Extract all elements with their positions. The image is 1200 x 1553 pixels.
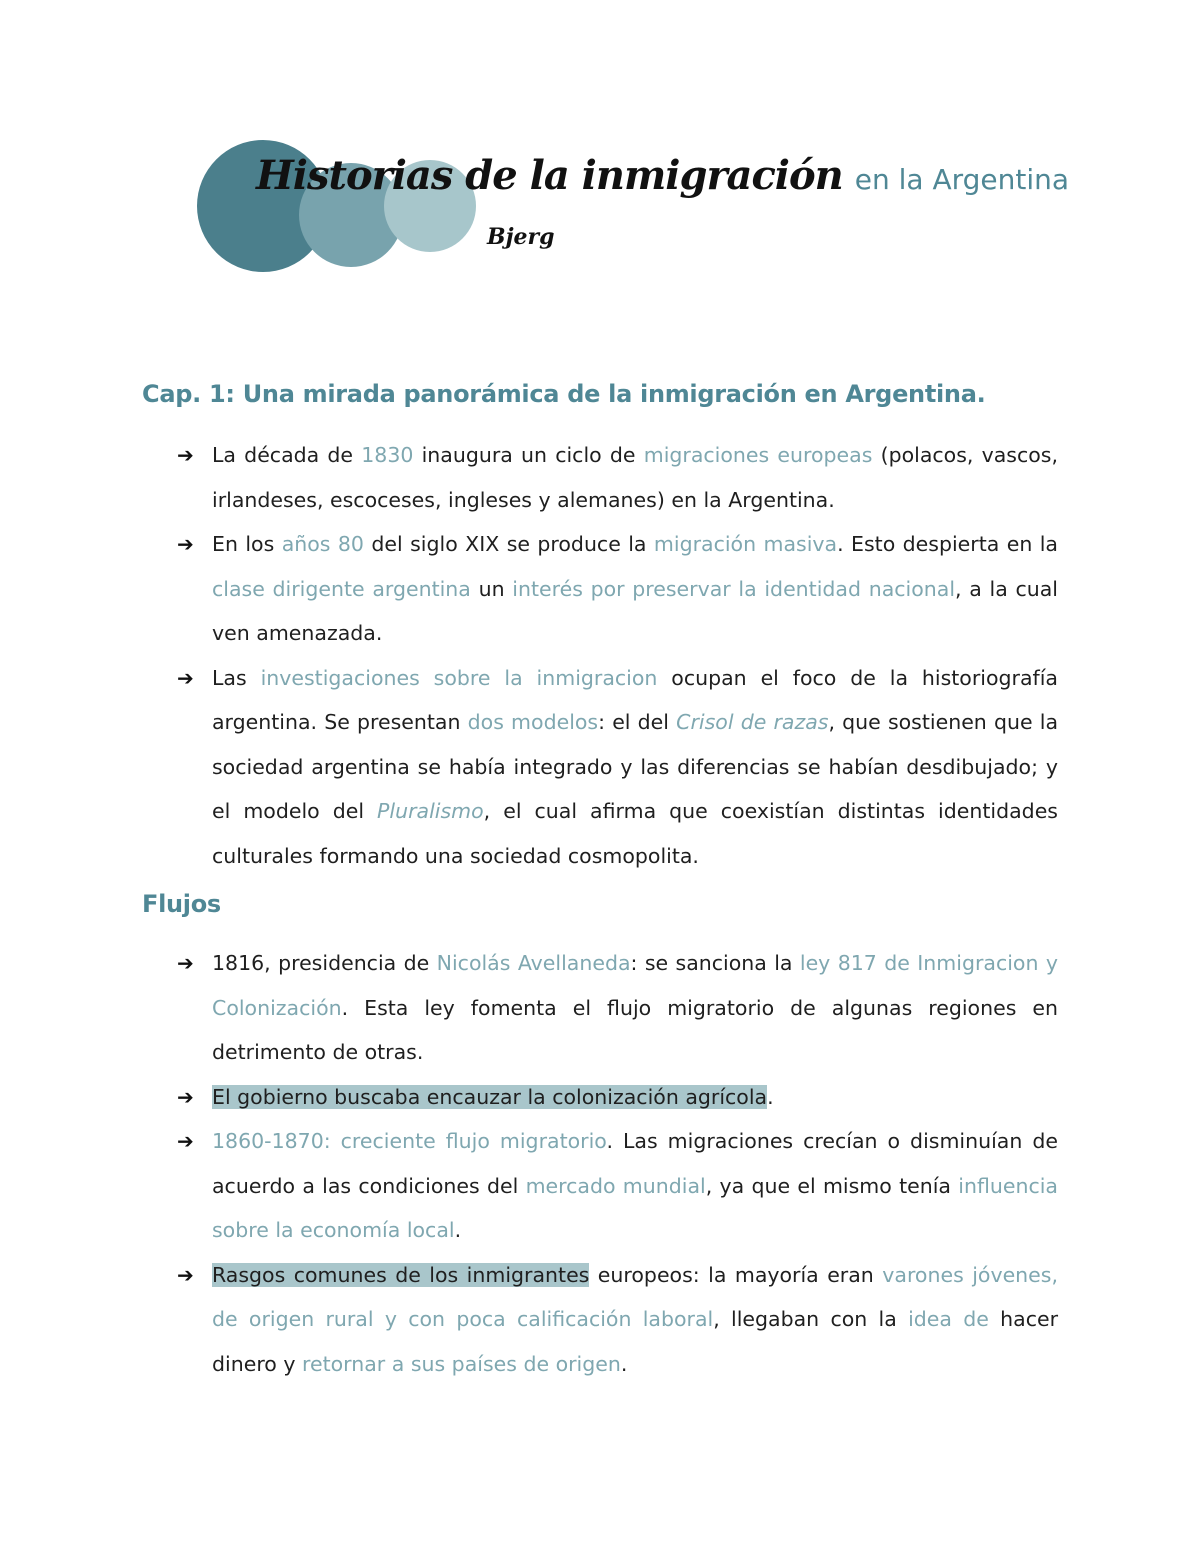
emphasized-text: Nicolás Avellaneda	[436, 951, 631, 975]
list-item-text	[212, 522, 1058, 656]
arrow-bullet-icon: ➔	[177, 951, 194, 975]
emphasized-text: mercado mundial	[525, 1173, 706, 1198]
text-run: un	[470, 576, 513, 601]
text-run: .	[620, 1351, 628, 1376]
list-item-text	[212, 656, 1058, 879]
section2-list	[0, 941, 1200, 1386]
text-run: (polacos, vascos, irlandeses, escoceses, ingleses y alemanes) en la Argentina.	[212, 443, 1058, 512]
text-run: . Esto despierta en la	[837, 532, 1058, 556]
emphasized-text: Pluralismo	[377, 799, 484, 823]
text-run: : se sanciona la	[630, 951, 800, 975]
arrow-bullet-icon: ➔	[177, 532, 194, 556]
list-item	[0, 1119, 1058, 1253]
document-header	[0, 0, 1200, 300]
emphasized-text: clase dirigente argentina	[212, 576, 471, 601]
text-run: En los	[212, 532, 282, 556]
arrow-bullet-icon: ➔	[177, 443, 194, 467]
section-heading-cap1: Cap. 1: Una mirada panorámica de la inmigración en Argentina.	[142, 380, 986, 408]
text-run: 1816, presidencia de	[212, 951, 437, 975]
emphasized-text: años 80	[281, 532, 364, 556]
arrow-bullet-icon: ➔	[177, 1084, 194, 1109]
text-run: , el cual afirma que coexistían distintas identidades culturales formando una sociedad cosmopolita.	[212, 799, 1058, 868]
section-heading-flujos: Flujos	[142, 890, 221, 918]
list-item-text	[212, 1119, 1058, 1253]
arrow-bullet-icon: ➔	[177, 1262, 194, 1287]
text-run: , ya que el mismo tenía	[705, 1173, 959, 1198]
text-run: . Las migraciones crecían o disminuían de acuerdo a las condiciones del	[212, 1129, 1058, 1198]
list-item-text	[212, 941, 1058, 1075]
text-run: : el del	[598, 710, 677, 734]
text-run: , a la cual ven amenazada.	[212, 576, 1058, 645]
emphasized-text: investigaciones sobre la inmigracion	[260, 665, 658, 690]
arrow-bullet-icon: ➔	[177, 665, 194, 690]
highlighted-text: Rasgos comunes de los inmigrantes	[212, 1262, 590, 1287]
section1-list	[0, 433, 1200, 878]
list-item	[0, 656, 1058, 879]
title-rest: en la Argentina	[854, 163, 1070, 196]
list-item-text	[212, 1075, 1058, 1120]
text-run: Las	[212, 665, 261, 690]
list-item	[0, 433, 1058, 522]
emphasized-text: ley 817 de Inmigracion y Colonización	[212, 951, 1058, 1020]
arrow-bullet-icon: ➔	[177, 1129, 194, 1153]
emphasized-text: interés por preservar la identidad nacional	[512, 576, 956, 601]
emphasized-text: dos modelos	[467, 710, 599, 734]
list-item	[0, 1253, 1058, 1387]
list-item	[0, 522, 1058, 656]
list-item-text	[212, 433, 1058, 522]
list-item	[0, 941, 1058, 1075]
emphasized-text: varones jóvenes, de origen rural y con poca calificación laboral	[212, 1262, 1058, 1331]
text-run: , llegaban con la	[713, 1307, 909, 1331]
text-run: La década de	[212, 443, 362, 467]
highlighted-text: El gobierno buscaba encauzar la colonización agrícola	[212, 1084, 768, 1109]
emphasized-text: influencia sobre la economía local	[212, 1173, 1058, 1242]
list-item	[0, 1075, 1058, 1120]
emphasized-text: 1860-1870: creciente flujo migratorio	[212, 1129, 607, 1153]
text-run: del siglo XIX se produce la	[363, 532, 654, 556]
emphasized-text: 1830	[361, 443, 414, 467]
document-title	[256, 152, 1069, 199]
text-run: hacer dinero y	[212, 1307, 1058, 1376]
author-name: Bjerg	[487, 224, 555, 250]
text-run: inaugura un ciclo de	[413, 443, 644, 467]
text-run: ocupan el foco de la historiografía argentina. Se presentan	[212, 665, 1058, 734]
text-run: .	[767, 1084, 774, 1109]
emphasized-text: idea de	[908, 1307, 989, 1331]
emphasized-text: Crisol de razas	[676, 710, 829, 734]
emphasized-text: retornar a sus países de origen	[302, 1351, 621, 1376]
title-main: Historias de la inmigración	[256, 152, 843, 199]
text-run: . Esta ley fomenta el flujo migratorio de algunas regiones en detrimento de otras.	[212, 995, 1058, 1064]
text-run: europeos: la mayoría eran	[589, 1262, 883, 1287]
text-run: .	[454, 1218, 462, 1242]
emphasized-text: migración masiva	[653, 532, 838, 556]
text-run: , que sostienen que la sociedad argentina se había integrado y las diferencias se habían desdibujado; y el modelo del	[212, 710, 1059, 823]
list-item-text	[212, 1253, 1058, 1387]
emphasized-text: migraciones europeas	[643, 443, 873, 467]
